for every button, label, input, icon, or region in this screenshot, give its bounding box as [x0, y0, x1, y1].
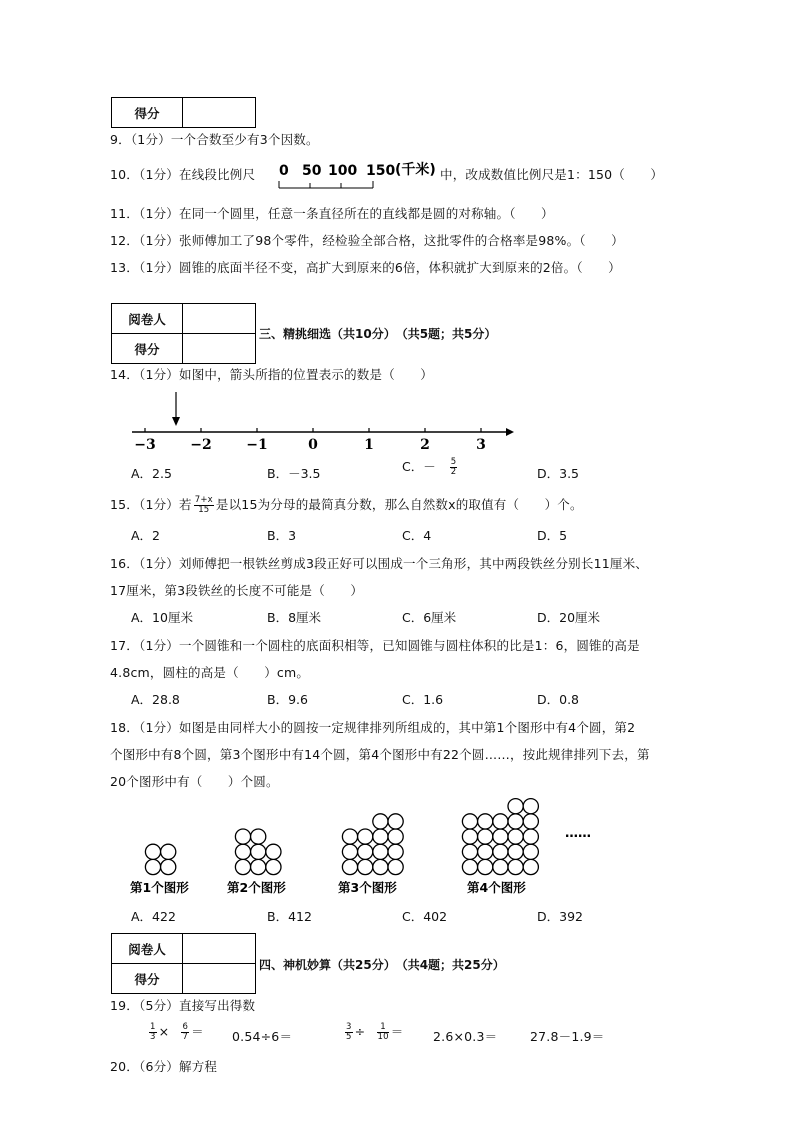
- question-16-line2: 17厘米，第3段铁丝的长度不可能是（ ）: [110, 583, 364, 598]
- pattern-circle: [523, 814, 538, 829]
- q18-option-b[interactable]: B．412: [267, 909, 312, 924]
- pattern-circle: [508, 829, 523, 844]
- fraction-den: 3: [150, 1032, 156, 1042]
- score-label: 得分: [112, 98, 183, 128]
- fraction: [450, 458, 457, 477]
- pattern-circle: [478, 829, 493, 844]
- scale-unit: (千米): [395, 162, 436, 178]
- reviewer-label: 阅卷人: [112, 934, 183, 964]
- pattern-circle: [388, 814, 403, 829]
- question-17-line2: 4.8cm，圆柱的高是（ ）cm。: [110, 665, 310, 680]
- q17-option-b[interactable]: B．9.6: [267, 692, 308, 707]
- pattern-figure-3: [342, 814, 403, 875]
- operator: ÷: [354, 1024, 366, 1039]
- fraction-den: 7: [182, 1032, 189, 1042]
- question-18-line3: 20个图形中有（ ）个圆。: [110, 774, 279, 789]
- fraction-num: 7+x: [194, 495, 213, 505]
- pattern-circle: [145, 859, 160, 874]
- reviewer-value-cell[interactable]: [183, 304, 256, 334]
- pattern-circle: [462, 829, 477, 844]
- tick-labels: [134, 437, 486, 452]
- tick-label: −3: [134, 437, 156, 452]
- pattern-circle: [251, 829, 266, 844]
- scale-label-50: 50: [302, 163, 322, 179]
- question-14: 14．（1分）如图中，箭头所指的位置表示的数是（ ）: [110, 367, 434, 382]
- q16-option-b[interactable]: B．8厘米: [267, 610, 322, 625]
- q14-option-b[interactable]: B．－3.5: [267, 466, 321, 481]
- question-12: 12．（1分）张师傅加工了98个零件，经检验全部合格，这批零件的合格率是98%。（ ）: [110, 233, 624, 248]
- q14-option-c-text: C．－: [402, 459, 436, 474]
- pattern-circle: [251, 859, 266, 874]
- q19-expr-3: [343, 1022, 403, 1042]
- pattern-circle: [523, 844, 538, 859]
- fraction: [345, 1023, 353, 1042]
- q18-option-a[interactable]: A．422: [131, 909, 176, 924]
- score-value-cell[interactable]: [183, 964, 256, 994]
- q15-option-b[interactable]: B．3: [267, 528, 297, 543]
- fraction: [181, 1023, 189, 1042]
- fraction-num: 1: [377, 1023, 388, 1033]
- pattern-circle: [508, 844, 523, 859]
- question-18-line2: 个图形中有8个圆，第3个图形中有14个圆，第4个图形中有22个圆……，按此规律排列下去，第: [110, 747, 650, 762]
- tick-label: −2: [190, 437, 212, 452]
- pattern-circle: [358, 829, 373, 844]
- pattern-circle: [161, 859, 176, 874]
- reviewer-label: 阅卷人: [112, 304, 183, 334]
- fraction-den: 15: [198, 505, 210, 515]
- tick-label: 1: [364, 437, 374, 452]
- pattern-circle: [235, 829, 250, 844]
- pattern-circle: [478, 859, 493, 874]
- equals: ＝: [191, 1024, 204, 1039]
- pattern-circle: [373, 829, 388, 844]
- line-scale-ruler: [272, 158, 442, 194]
- fraction-den: 5: [346, 1032, 352, 1042]
- q14-option-d[interactable]: D．3.5: [537, 466, 580, 481]
- q15-option-a[interactable]: A．2: [131, 528, 161, 543]
- q14-option-a[interactable]: A．2.5: [131, 466, 172, 481]
- operator: ×: [158, 1024, 170, 1039]
- scale-label-150: 150: [366, 163, 396, 179]
- q19-expr-1: [147, 1022, 204, 1042]
- pattern-circle: [388, 859, 403, 874]
- question-19: 19．（5分）直接写出得数: [110, 998, 256, 1013]
- reviewer-value-cell[interactable]: [183, 934, 256, 964]
- scale-label-100: 100: [328, 163, 358, 179]
- pattern-circle: [493, 814, 508, 829]
- q19-expr-5: 27.8－1.9＝: [530, 1029, 605, 1044]
- q16-option-d[interactable]: D．20厘米: [537, 610, 601, 625]
- question-20: 20．（6分）解方程: [110, 1059, 218, 1074]
- pattern-circle: [358, 859, 373, 874]
- question-15: [110, 495, 583, 515]
- question-10-suffix: 中，改成数值比例尺是1：150（ ）: [440, 167, 664, 182]
- q17-option-c[interactable]: C．1.6: [402, 692, 444, 707]
- pattern-circle: [462, 844, 477, 859]
- pattern-figure-1: [145, 844, 175, 874]
- pattern-circle: [161, 844, 176, 859]
- figure-label-2: 第2个图形: [227, 880, 286, 895]
- pattern-circle: [388, 844, 403, 859]
- pattern-circle: [251, 844, 266, 859]
- pattern-circle: [235, 859, 250, 874]
- score-box-top: [111, 97, 256, 128]
- fraction: [194, 496, 214, 515]
- section3-score-box: [111, 303, 256, 364]
- score-label: 得分: [112, 964, 183, 994]
- question-15-pre: 15．（1分）若: [110, 497, 192, 512]
- tick-label: 0: [308, 437, 318, 452]
- question-16-line1: 16．（1分）刘师傅把一根铁丝剪成3段正好可以围成一个三角形，其中两段铁丝分别长11厘米、: [110, 556, 648, 571]
- pattern-circle: [373, 844, 388, 859]
- question-9: 9．（1分）一个合数至少有3个因数。: [110, 132, 319, 147]
- question-15-post: 是以15为分母的最简真分数，那么自然数x的取值有（ ）个。: [215, 497, 583, 512]
- number-line: [128, 390, 518, 452]
- arrow-down-icon: [172, 392, 180, 426]
- pattern-circle: [478, 844, 493, 859]
- q14-option-c[interactable]: [402, 457, 459, 477]
- pattern-circle: [266, 859, 281, 874]
- pattern-circle: [373, 814, 388, 829]
- q18-option-d[interactable]: D．392: [537, 909, 583, 924]
- pattern-figure-2: [235, 829, 281, 875]
- fraction-num: 6: [182, 1022, 189, 1032]
- pattern-circle: [358, 844, 373, 859]
- pattern-circle: [342, 844, 357, 859]
- pattern-circle: [462, 859, 477, 874]
- section3-title: 三、精挑细选（共10分） （共5题；共5分）: [259, 327, 497, 341]
- fraction: [149, 1023, 157, 1042]
- pattern-circle: [145, 844, 160, 859]
- question-18-line1: 18．（1分）如图是由同样大小的圆按一定规律排列所组成的，其中第1个图形中有4个圆，第2: [110, 720, 636, 735]
- q16-option-a[interactable]: A．10厘米: [131, 610, 193, 625]
- tick-label: −1: [246, 437, 268, 452]
- pattern-circle: [478, 814, 493, 829]
- scale-bar: [279, 181, 373, 188]
- pattern-circle: [493, 844, 508, 859]
- pattern-circle: [462, 814, 477, 829]
- q19-expr-2: 0.54÷6＝: [232, 1029, 293, 1044]
- pattern-circle: [508, 799, 523, 814]
- question-11: 11．（1分）在同一个圆里，任意一条直径所在的直线都是圆的对称轴。（ ）: [110, 206, 554, 221]
- q15-option-c[interactable]: C．4: [402, 528, 432, 543]
- question-17-line1: 17．（1分）一个圆锥和一个圆柱的底面积相等，已知圆锥与圆柱体积的比是1：6，圆锥的高是: [110, 638, 640, 653]
- pattern-circle: [523, 829, 538, 844]
- pattern-circle: [493, 859, 508, 874]
- fraction-num: 3: [346, 1022, 352, 1032]
- pattern-circle: [523, 799, 538, 814]
- pattern-circle: [508, 859, 523, 874]
- pattern-circle: [266, 844, 281, 859]
- section4-score-box: [111, 933, 256, 994]
- question-10-prefix: 10．（1分）在线段比例尺: [110, 167, 256, 182]
- question-13: 13．（1分）圆锥的底面半径不变，高扩大到原来的6倍，体积就扩大到原来的2倍。（ ）: [110, 260, 621, 275]
- pattern-figure-4: [462, 799, 538, 875]
- circle-pattern-figure: [125, 792, 605, 900]
- section4-title: 四、神机妙算（共25分） （共4题；共25分）: [259, 958, 505, 972]
- axis-arrow-icon: [506, 428, 514, 436]
- q19-expr-4: 2.6×0.3＝: [433, 1029, 498, 1044]
- pattern-circle: [235, 844, 250, 859]
- q16-option-c[interactable]: C．6厘米: [402, 610, 457, 625]
- tick-label: 3: [476, 437, 486, 452]
- q18-option-c[interactable]: C．402: [402, 909, 448, 924]
- figure-label-3: 第3个图形: [338, 880, 397, 895]
- tick-label: 2: [420, 437, 430, 452]
- fraction: [377, 1023, 388, 1042]
- pattern-circle: [342, 859, 357, 874]
- fraction-den: 10: [377, 1032, 389, 1042]
- scale-label-0: 0: [279, 163, 289, 179]
- pattern-circle: [493, 829, 508, 844]
- figure-label-4: 第4个图形: [467, 880, 526, 895]
- score-value-cell[interactable]: [183, 98, 256, 128]
- pattern-circle: [342, 829, 357, 844]
- question-10: [110, 165, 255, 183]
- fraction-num: 5: [450, 457, 457, 467]
- fraction-num: 1: [150, 1022, 156, 1032]
- pattern-circle: [523, 859, 538, 874]
- q17-option-d[interactable]: D．0.8: [537, 692, 580, 707]
- score-value-cell[interactable]: [183, 334, 256, 364]
- pattern-ellipsis: ……: [565, 826, 591, 841]
- figure-label-1: 第1个图形: [130, 880, 189, 895]
- pattern-circle: [388, 829, 403, 844]
- pattern-circle: [373, 859, 388, 874]
- equals: ＝: [390, 1024, 404, 1039]
- q17-option-a[interactable]: A．28.8: [131, 692, 180, 707]
- pattern-circle: [508, 814, 523, 829]
- q15-option-d[interactable]: D．5: [537, 528, 568, 543]
- fraction-den: 2: [450, 467, 457, 477]
- score-label: 得分: [112, 334, 183, 364]
